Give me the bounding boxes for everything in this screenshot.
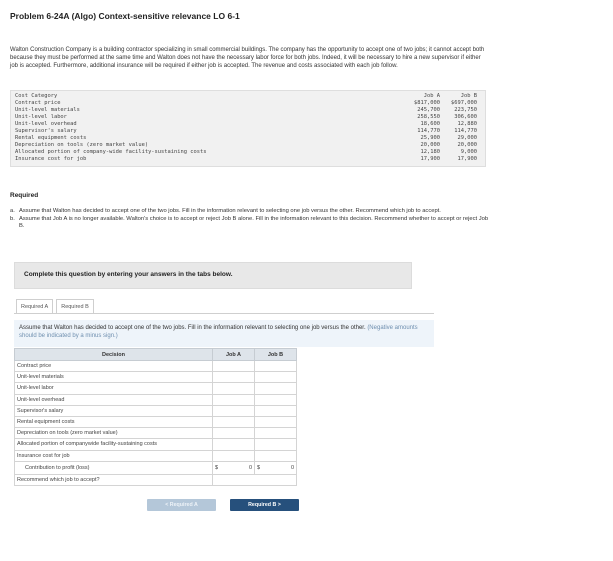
problem-intro: Walton Construction Company is a building contractor specializing in small commercial buildings. The company has the opportunity to accept one of two jobs; it cannot accept both because they must be performed at the same time and Walton does not have the necessary labor force for both jobs. Indeed, it will be necessary to hire a new supervisor if either job is accepted. Furthermore, additional insurance will be required if either job is accepted. The revenue and costs associated with each job follow. [10,47,485,69]
job-b-header: Job B [255,349,297,361]
decision-item-select[interactable]: Supervisor's salary [15,405,213,416]
page-title: Problem 6-24A (Algo) Context-sensitive relevance LO 6-1 [10,11,240,21]
decision-row [15,361,297,372]
decision-item-select[interactable]: Depreciation on tools (zero market value) [15,428,213,439]
cost-row [15,128,481,135]
job-a-input[interactable] [213,372,255,383]
job-b-input[interactable] [255,361,297,372]
job-a-input[interactable] [213,416,255,427]
decision-item-select[interactable]: Unit-level labor [15,383,213,394]
decision-row [15,405,297,416]
job-b-input[interactable] [255,372,297,383]
decision-row [15,372,297,383]
tab-divider [14,313,434,314]
cost-job-b: 12,880 [457,121,477,127]
cost-row [15,121,481,128]
cost-job-a: 114,770 [417,128,440,134]
job-a-input[interactable] [213,405,255,416]
cost-data-table [10,90,486,167]
instructions-banner: Complete this question by entering your answers in the tabs below. [14,262,412,289]
decision-row [15,394,297,405]
instructions-text: Assume that Walton has decided to accept one of the two jobs. Fill in the information relevant to selecting one job versus the other. [19,325,366,331]
instructions-note: (Negative amounts should be indicated by a minus sign.) [19,325,418,339]
job-a-total [213,461,255,474]
job-a-input[interactable] [213,428,255,439]
cost-job-a: 12,180 [420,149,440,155]
required-item-text: Assume that Job A is no longer available. Walton's choice is to accept or reject Job B alone. Fill in the information relevant to this decision. Recommend whether to accept or reject Job B. [19,215,489,230]
cost-job-b: 17,900 [457,156,477,162]
job-a-header: Job A [213,349,255,361]
decision-row [15,416,297,427]
cost-job-a: 18,600 [420,121,440,127]
job-a-input[interactable] [213,383,255,394]
tab-required-a[interactable]: Required A [16,299,53,314]
total-label: Contribution to profit (loss) [15,461,213,474]
cost-header-job-b: Job B [460,93,477,99]
currency-sign: $ [215,464,219,471]
job-b-input[interactable] [255,416,297,427]
cost-name: Supervisor's salary [15,128,77,134]
total-row [15,461,297,474]
required-heading: Required [10,192,39,199]
decision-header-row [15,349,297,361]
job-a-input[interactable] [213,450,255,461]
decision-table [14,348,297,486]
required-item-text: Assume that Walton has decided to accept one of the two jobs. Fill in the information relevant to selecting one job versus the other. Recommend which job to accept. [19,208,441,214]
decision-row [15,428,297,439]
recommend-select[interactable] [213,474,297,485]
cost-job-a: 17,900 [420,156,440,162]
required-item-tag: a. [10,208,15,214]
currency-sign: $ [257,464,261,471]
next-required-b-button[interactable]: Required B > [230,499,299,511]
job-b-input[interactable] [255,383,297,394]
prev-required-a-button[interactable]: < Required A [147,499,216,511]
decision-item-select[interactable]: Contract price [15,361,213,372]
recommend-label: Recommend which job to accept? [15,474,213,485]
job-b-input[interactable] [255,394,297,405]
cost-job-b: 223,750 [454,107,477,113]
cost-row [15,156,481,163]
decision-item-select[interactable]: Unit-level overhead [15,394,213,405]
decision-item-select[interactable]: Rental equipment costs [15,416,213,427]
cost-job-b: 29,000 [457,135,477,141]
job-b-total-value: 0 [290,464,294,471]
required-item [10,208,490,216]
cost-name: Unit-level overhead [15,121,77,127]
recommend-row [15,474,297,485]
decision-item-select[interactable]: Insurance cost for job [15,450,213,461]
decision-item-select[interactable]: Unit-level materials [15,372,213,383]
cost-job-b: 114,770 [454,128,477,134]
job-b-input[interactable] [255,428,297,439]
cost-row [15,149,481,156]
job-b-input[interactable] [255,439,297,450]
job-b-total [255,461,297,474]
job-a-input[interactable] [213,439,255,450]
cost-header-row [15,93,481,100]
cost-job-b: $697,000 [451,100,477,106]
cost-header-category: Cost Category [15,93,58,99]
cost-job-a: 20,000 [420,142,440,148]
cost-row [15,100,481,107]
cost-job-a: 245,700 [417,107,440,113]
cost-job-b: 20,000 [457,142,477,148]
decision-row [15,439,297,450]
cost-header-job-a: Job A [423,93,440,99]
cost-row [15,114,481,121]
cost-name: Depreciation on tools (zero market value) [15,142,149,148]
decision-row [15,383,297,394]
cost-name: Contract price [15,100,61,106]
job-a-input[interactable] [213,394,255,405]
job-a-input[interactable] [213,361,255,372]
cost-job-a: $817,000 [414,100,440,106]
required-item [10,216,490,231]
decision-item-select[interactable]: Allocated portion of companywide facility-sustaining costs [15,439,213,450]
cost-job-a: 258,550 [417,114,440,120]
cost-name: Unit-level materials [15,107,80,113]
cost-name: Insurance cost for job [15,156,87,162]
decision-row [15,450,297,461]
tab-required-b[interactable]: Required B [56,299,94,314]
tab-bar [16,299,97,314]
required-item-tag: b. [10,215,15,222]
required-list [10,208,490,231]
cost-job-b: 306,600 [454,114,477,120]
cost-job-a: 25,900 [420,135,440,141]
job-b-input[interactable] [255,405,297,416]
cost-row [15,142,481,149]
cost-name: Rental equipment costs [15,135,87,141]
cost-row [15,135,481,142]
tab-instructions [14,320,434,347]
job-a-total-value: 0 [248,464,252,471]
job-b-input[interactable] [255,450,297,461]
cost-name: Allocated portion of company-wide facility-sustaining costs [15,149,207,155]
cost-row [15,107,481,114]
cost-job-b: 9,000 [460,149,477,155]
decision-header: Decision [15,349,213,361]
cost-name: Unit-level labor [15,114,67,120]
